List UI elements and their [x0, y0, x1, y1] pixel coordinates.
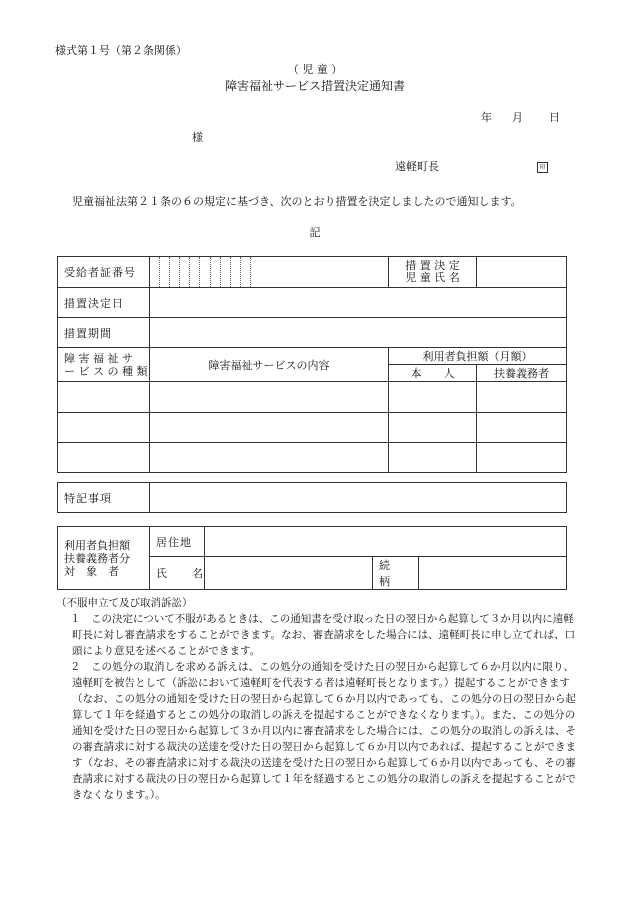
- relation-field[interactable]: [419, 557, 567, 590]
- supporter-table: [57, 526, 567, 590]
- date-year: 年: [481, 111, 492, 124]
- period-field[interactable]: [150, 318, 567, 348]
- subtitle: （ 児 童 ）: [287, 63, 343, 76]
- notice-item-2: ２ この処分の取消しを求める訴えは、この処分の通知を受けた日の翌日から起算して６か月以内に限り、遠軽町を被告として（訴訟において遠軽町を代表する者は遠軽町長となります。）提起することができます（なお、この処分の通知を受けた日の翌日から起算して６か月以内であっても、この処分の日の翌日から起算して１年を経過するとこの処分の取消しの訴えを提起することができなくなります。）。また、この処分の通知を受けた日の翌日から起算して３か月以内に審査請求をした場合には、この処分の取消しの訴えは、その審査請求に対する裁決の送達を受けた日の翌日から起算して６か月以内であれば、提起することができます（なお、その審査請求に対する裁決の送達を受けた日の翌日から起算して６か月以内であっても、その審査請求に対する裁決の日の翌日から起算して１年を経過するとこの処分の取消しの訴えを提起することができなくなります。）。: [70, 661, 576, 801]
- notice-heading: （不服申立て及び取消訴訟）: [56, 597, 193, 609]
- seal-icon: 印: [537, 159, 548, 173]
- period-label: 措置期間: [58, 318, 150, 348]
- burden-target-label: 利用者負担額 扶養義務者分 対 象 者: [58, 527, 150, 590]
- form-number: 様式第１号（第２条関係）: [55, 44, 187, 57]
- burden-self-cell[interactable]: [389, 413, 477, 443]
- burden-supporter-cell[interactable]: [477, 443, 567, 473]
- address-field[interactable]: [205, 527, 567, 557]
- service-type-cell[interactable]: [58, 443, 150, 473]
- intro-text: 児童福祉法第２１条の６の規定に基づき、次のとおり措置を決定しましたので通知します。: [72, 195, 522, 208]
- service-content-cell[interactable]: [150, 443, 389, 473]
- decision-date-label: 措置決定日: [58, 288, 150, 318]
- burden-supporter-label: 扶養義務者: [477, 365, 567, 382]
- burden-self-cell[interactable]: [389, 443, 477, 473]
- name-label: 氏 名: [150, 557, 205, 590]
- addressee-suffix: 様: [192, 131, 203, 144]
- service-type-cell[interactable]: [58, 382, 150, 413]
- notice-item-1: １ この決定について不服があるときは、この通知書を受け取った日の翌日から起算して３か月以内に遠軽町長に対し審査請求をすることができます。なお、審査請求をした場合には、遠軽町長に申し立てれば、口頭により意見を述べることができます。: [70, 613, 576, 657]
- decision-date-field[interactable]: [150, 288, 567, 318]
- date-month: 月: [512, 111, 523, 124]
- ki-mark: 記: [309, 226, 321, 239]
- service-type-label: 障 害 福 祉 サ ー ビ ス の 種 類: [58, 348, 150, 382]
- issuer: 遠軽町長: [395, 160, 439, 173]
- address-label: 居住地: [150, 527, 205, 557]
- name-field[interactable]: [205, 557, 373, 590]
- service-content-cell[interactable]: [150, 413, 389, 443]
- child-name-field[interactable]: [477, 257, 567, 288]
- date-day: 日: [549, 111, 560, 124]
- burden-label: 利用者負担額（月額）: [389, 348, 567, 365]
- burden-supporter-cell[interactable]: [477, 413, 567, 443]
- recipient-number-label: 受給者証番号: [58, 257, 150, 288]
- document-title: 障害福祉サービス措置決定通知書: [224, 79, 405, 93]
- appeal-notice: [58, 595, 578, 803]
- service-content-label: 障害福祉サービスの内容: [150, 348, 389, 382]
- relation-label: 続 柄: [373, 557, 419, 590]
- burden-self-cell[interactable]: [389, 382, 477, 413]
- burden-supporter-cell[interactable]: [477, 382, 567, 413]
- burden-self-label: 本 人: [389, 365, 477, 382]
- decision-child-name-label: 措 置 決 定 児 童 氏 名: [389, 257, 477, 288]
- remarks-label: 特記事項: [58, 483, 150, 513]
- remarks-field[interactable]: [150, 483, 567, 513]
- service-type-cell[interactable]: [58, 413, 150, 443]
- service-content-cell[interactable]: [150, 382, 389, 413]
- recipient-number-field[interactable]: [150, 257, 389, 288]
- remarks-table: [57, 482, 567, 513]
- decision-table: [57, 256, 567, 473]
